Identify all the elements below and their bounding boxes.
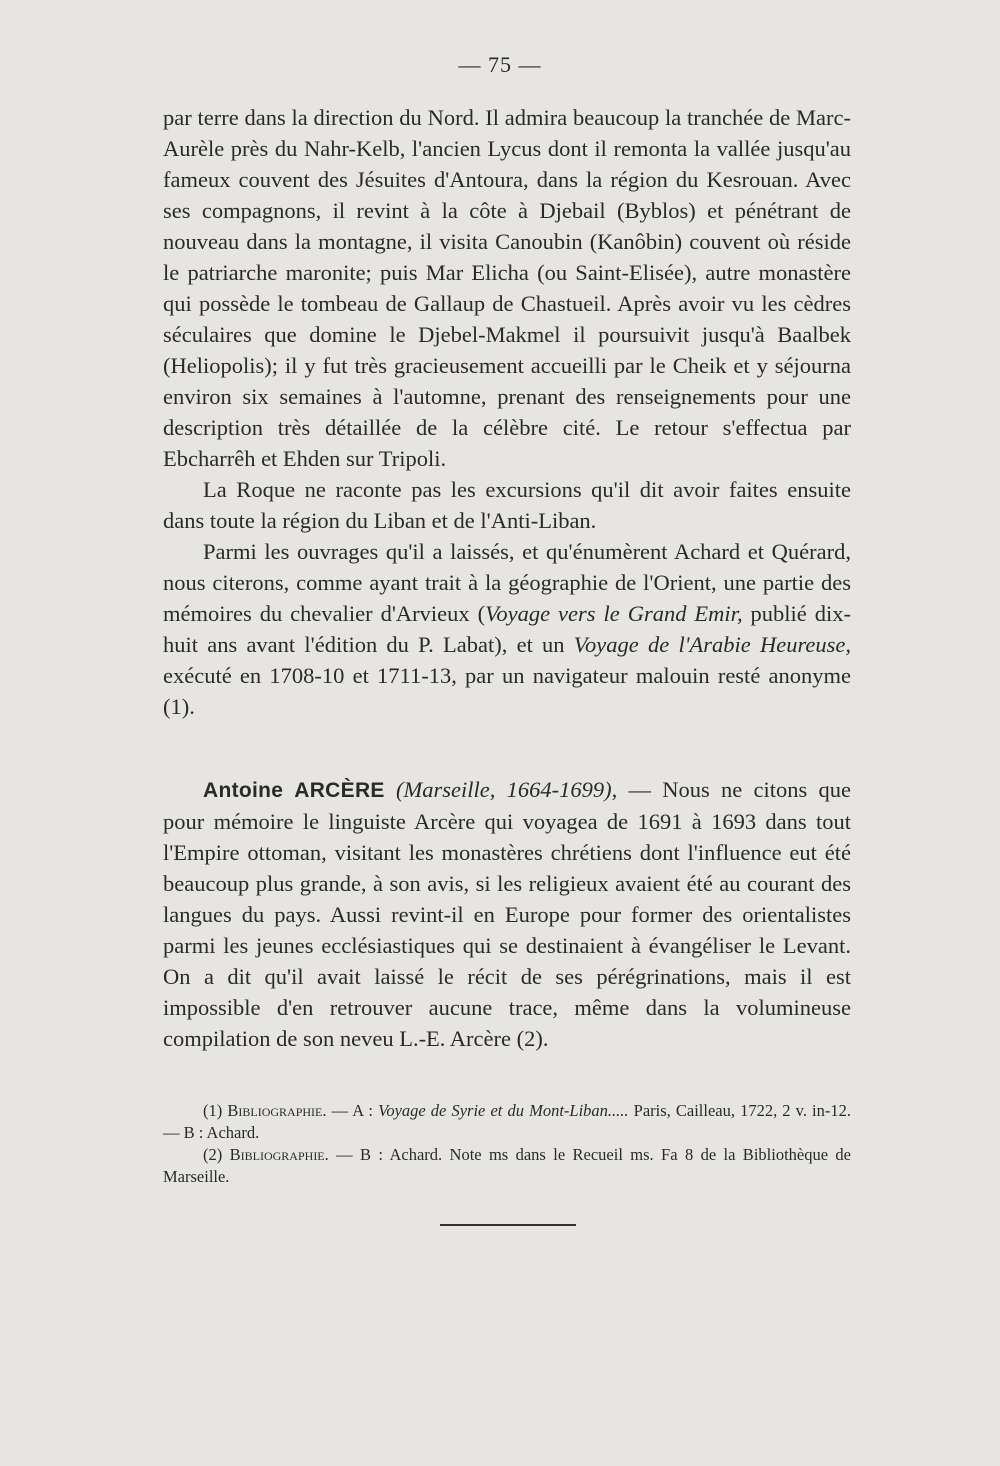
footnote-1-title: Voyage de Syrie et du Mont-Liban..... [378,1101,629,1120]
paragraph-works [163,536,851,722]
page-number: — 75 — [458,52,542,77]
footnote-2 [163,1144,851,1188]
footnote-1-label: Bibliographie. [227,1101,327,1120]
main-text [163,102,851,722]
footnotes [163,1100,851,1188]
work-title-grand-emir: Voyage vers le Grand Emir, [485,601,743,626]
end-rule-divider [440,1224,576,1226]
work-title-arabie: Voyage de l'Arabie Heureuse, [573,632,852,657]
paragraph-arcere [163,774,851,1054]
paragraph-itinerary: par terre dans la direction du Nord. Il admira beaucoup la tranchée de Marc-Aurèle près du Nahr-Kelb, l'ancien Lycus dont il remonta la vallée jusqu'au fameux couvent des Jésuites d'Antoura, dans la région du Kesrouan. Avec ses compagnons, il revint à la côte à Djebail (Byblos) et pénétrant de nouveau dans la montagne, il visita Canoubin (Kanôbin) couvent où réside le patriarche maronite; puis Mar Elicha (ou Saint-Elisée), autre monastère qui possède le tombeau de Gallaup de Chastueil. Après avoir vu les cèdres séculaires que domine le Djebel-Makmel il poursuivit jusqu'à Baalbek (Heliopolis); il y fut très gracieusement accueilli par le Cheik et y séjourna environ six semaines à l'automne, prenant des renseignements pour une description très détaillée de la célèbre cité. Le retour s'effectua par Ebcharrêh et Ehden sur Tripoli. [163,105,851,471]
paragraph-excursions: La Roque ne raconte pas les excursions qu'il dit avoir faites ensuite dans toute la région du Liban et de l'Anti-Liban. [163,477,851,533]
works-text-middle: publié dix-huit ans avant l'édition du P. Labat), et un [163,601,852,657]
entry-text: — Nous ne citons que pour mémoire le linguiste Arcère qui voyagea de 1691 à 1693 dans tout l'Empire ottoman, visitant les monastères chrétiens dont l'influence eut été beaucoup plus grande, à son avis, si les religieux avaient été au courant des langues du pays. Aussi revint-il en Europe pour former des orientalistes parmi les jeunes ecclésiastiques qui se destinaient à évangéliser le Levant. On a dit qu'il avait laissé le récit de ses pérégrinations, mais il est impossible d'en retrouver aucune trace, même dans la volumineuse compilation de son neveu L.-E. Arcère (2). [163,777,852,1051]
footnote-1-marker: (1) [203,1101,223,1120]
footnote-2-marker: (2) [203,1145,223,1164]
entry-place-dates: (Marseille, 1664-1699), [396,777,618,802]
entry-arcere [163,774,851,1054]
works-text-after: exécuté en 1708-10 et 1711-13, par un navigateur malouin resté anonyme (1). [163,663,851,719]
footnote-1-pre: — A : [326,1101,379,1120]
footnote-2-post: — B : Achard. Note ms dans le Recueil ms. Fa 8 de la Bibliothèque de Marseille. [163,1145,852,1186]
footnote-1 [163,1100,851,1144]
works-text-before: Parmi les ouvrages qu'il a laissés, et qu'énumèrent Achard et Quérard, nous citerons, comme ayant trait à la géographie de l'Orient, une partie des mémoires du chevalier d'Arvieux ( [163,539,851,626]
footnote-1-post: Paris, Cailleau, 1722, 2 v. in-12. — B : Achard. [163,1101,851,1142]
entry-name: Antoine ARCÈRE [203,779,385,802]
footnote-2-label: Bibliographie. [229,1145,329,1164]
